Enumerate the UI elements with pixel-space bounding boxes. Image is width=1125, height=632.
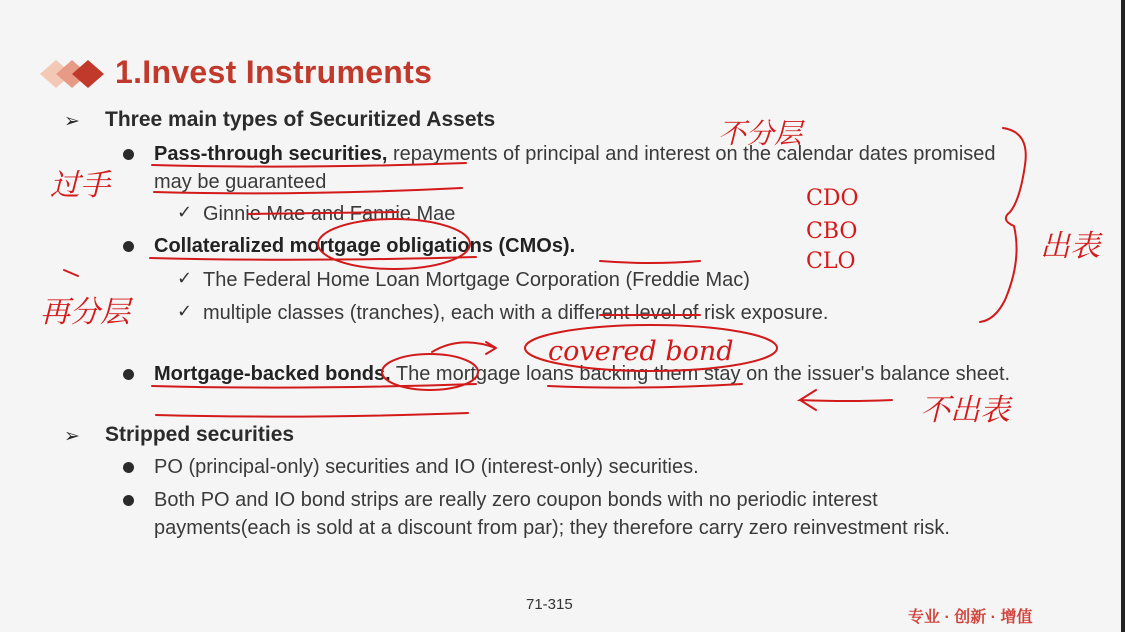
slide-title: 1.Invest Instruments [115,54,433,90]
note-top: 不分层 [718,117,803,150]
bullet-icon [123,462,134,473]
tick [64,270,78,276]
note-left1: 过手 [50,168,110,203]
arrow-bullet-icon: ➢ [64,111,80,132]
connector [432,342,496,354]
item-text: repayments of principal and interest on the calendar dates promised may be guaranteed [154,143,996,193]
item-term: Collateralized mortgage obligations (CMOs). [154,235,576,257]
bullet-icon [123,495,134,506]
note-list-item: CLO [806,249,856,274]
bullet-icon [123,369,134,380]
item-term: Pass-through securities, [154,143,388,165]
note-covered: covered bond [548,336,734,367]
sub-item: multiple classes (tranches), each with a different level of risk exposure. [203,302,829,324]
underline [156,413,468,417]
item-pass-through [154,140,1014,196]
section1-heading: Three main types of Securitized Assets [105,108,496,131]
stripped-item: Both PO and IO bond strips are really zero coupon bonds with no periodic interest payments(each is sold at a discount from par); they therefore carry zero reinvestment risk. [154,489,950,539]
sub-item: The Federal Home Loan Mortgage Corporation (Freddie Mac) [203,269,750,291]
note-list-item: CDO [806,186,859,211]
window-edge [1121,0,1125,632]
note-bottom: 不出表 [920,393,1010,428]
section2-heading: Stripped securities [105,423,295,446]
item-term: Mortgage-backed bonds. [154,363,391,385]
sub-item: Ginnie Mae and Fannie Mae [203,203,456,225]
check-icon: ✓ [177,268,193,288]
bullet-icon [123,241,134,252]
note-right: 出表 [1040,229,1100,264]
page-number: 71-315 [526,596,573,613]
underline [600,261,700,263]
arrow [800,390,892,410]
title-diamond-icon [22,56,112,92]
bullet-icon [123,149,134,160]
note-list-item: CBO [806,219,858,244]
item-text: The mortgage loans backing them stay on the issuer's balance sheet. [390,363,1011,385]
arrow-bullet-icon: ➢ [64,426,80,447]
stripped-item: PO (principal-only) securities and IO (interest-only) securities. [154,456,699,478]
item-cmo [154,232,1014,260]
note-left2: 再分层 [40,295,130,330]
slogan: 专业 · 创新 · 增值 [908,609,1033,626]
item-mbb [154,360,1014,388]
check-icon: ✓ [177,301,193,321]
check-icon: ✓ [177,202,193,222]
